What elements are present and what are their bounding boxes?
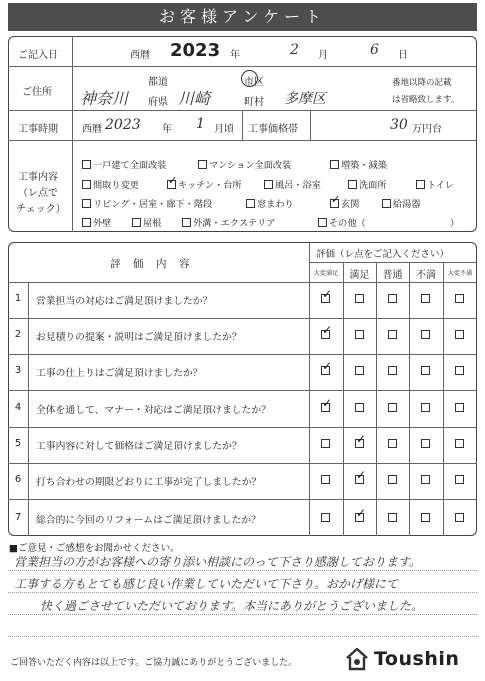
price-range-label: 工事価格帯 xyxy=(248,124,298,135)
option-exterior-wall[interactable]: 外壁 xyxy=(82,215,111,229)
work-period-month-unit: 月頃 xyxy=(214,124,234,135)
q7-rating-neutral[interactable] xyxy=(388,513,397,522)
q6-rating-very-satisfied[interactable] xyxy=(321,475,330,484)
question-number: 5 xyxy=(14,438,22,449)
question-number: 4 xyxy=(14,402,22,413)
q3-rating-very-satisfied[interactable] xyxy=(321,366,330,375)
col-dissatisfied: 不満 xyxy=(416,270,436,281)
checkbox-bath[interactable] xyxy=(264,180,273,189)
comment-line-2: 工事する方もとても感じ良い作業していただいて下さり。おかげ様にて xyxy=(14,577,399,591)
work-content-label-1: 工事内容 xyxy=(18,172,58,183)
checkbox-toilet[interactable] xyxy=(416,180,425,189)
option-whole-house[interactable]: 一戸建て全面改装 xyxy=(82,157,167,171)
address-prefecture: 神奈川 xyxy=(80,89,129,108)
q1-rating-dissatisfied[interactable] xyxy=(421,294,430,303)
question-number: 1 xyxy=(14,293,22,304)
question-number: 7 xyxy=(14,512,22,523)
question-text: 工事内容に対して価格はご満足頂けましたか？ xyxy=(36,441,242,452)
q3-rating-satisfied[interactable] xyxy=(355,366,364,375)
entry-date-year-unit: 年 xyxy=(230,50,240,61)
address-city: 川崎 xyxy=(178,89,211,108)
brand-name: Toushin xyxy=(374,648,460,670)
work-period-era: 西暦 xyxy=(82,124,102,135)
question-text: お見積りの提案・説明はご満足頂けましたか？ xyxy=(36,332,242,343)
question-text: 工事の仕上りはご満足頂けましたか？ xyxy=(36,368,203,379)
option-layout[interactable]: 間取り変更 xyxy=(82,177,139,191)
q3-rating-neutral[interactable] xyxy=(388,366,397,375)
q6-rating-dissatisfied[interactable] xyxy=(421,475,430,484)
address-city-unit-2: 町村 xyxy=(244,97,264,108)
address-city-unit-1: 市区 xyxy=(244,77,264,88)
footer-text: ご回答いただく内容は以上です。ご協力誠にありがとうございました。 xyxy=(10,658,298,668)
option-toilet[interactable]: トイレ xyxy=(416,177,454,191)
option-bath[interactable]: 風呂・浴室 xyxy=(264,177,321,191)
evaluation-table xyxy=(8,242,477,536)
q5-rating-very-dissatisfied[interactable] xyxy=(455,439,464,448)
option-living[interactable]: リビング・居室・廊下・階段 xyxy=(82,196,212,210)
question-number: 3 xyxy=(14,365,22,376)
col-very-dissatisfied: 大変不満 xyxy=(447,270,473,277)
option-entrance[interactable]: ✓ 玄関 xyxy=(330,196,359,210)
price-range-value: 30 xyxy=(390,117,408,133)
work-period-year-unit: 年 xyxy=(162,124,172,135)
address-note-2: は省略致します。 xyxy=(392,95,460,105)
comment-line-3: 快く過ごさせていただいております。本当にありがとうございました。 xyxy=(40,599,424,613)
comments-label: ■ご意見・ご感想をお聞かせください。 xyxy=(9,543,180,554)
address-note-1: 番地以降の記載 xyxy=(392,78,452,88)
q6-rating-satisfied[interactable] xyxy=(355,475,364,484)
survey-title: お客様アンケート xyxy=(8,3,477,31)
checkbox-entrance[interactable] xyxy=(330,199,339,208)
entry-date-month-unit: 月 xyxy=(318,50,328,61)
q2-rating-very-dissatisfied[interactable] xyxy=(455,330,464,339)
house-logo-icon xyxy=(344,646,370,672)
entry-date-day-unit: 日 xyxy=(398,50,408,61)
checkbox-exterior-wall[interactable] xyxy=(82,218,91,227)
q5-rating-neutral[interactable] xyxy=(388,439,397,448)
address-label: ご住所 xyxy=(22,87,52,98)
work-period-label: 工事時期 xyxy=(18,124,58,135)
q1-rating-very-dissatisfied[interactable] xyxy=(455,294,464,303)
work-period-month: 1 xyxy=(196,116,205,132)
option-mansion[interactable]: マンション全面改装 xyxy=(198,157,291,171)
q1-rating-very-satisfied[interactable] xyxy=(321,294,330,303)
q4-rating-neutral[interactable] xyxy=(388,403,397,412)
q6-rating-neutral[interactable] xyxy=(388,475,397,484)
entry-date-label: ご記入日 xyxy=(18,50,58,61)
q4-rating-very-dissatisfied[interactable] xyxy=(455,403,464,412)
q4-rating-satisfied[interactable] xyxy=(355,403,364,412)
q6-rating-very-dissatisfied[interactable] xyxy=(455,475,464,484)
address-pref-unit-1: 都道 xyxy=(148,77,168,88)
q4-rating-very-satisfied[interactable] xyxy=(321,403,330,412)
question-text: 総合的に今回のリフォームはご満足頂けましたか？ xyxy=(36,515,261,526)
checkbox-living[interactable] xyxy=(82,199,91,208)
q3-rating-very-dissatisfied[interactable] xyxy=(455,366,464,375)
q7-rating-very-dissatisfied[interactable] xyxy=(455,513,464,522)
checkbox-whole-house[interactable] xyxy=(82,160,91,169)
col-satisfied: 満足 xyxy=(349,270,370,281)
question-number: 6 xyxy=(14,474,22,485)
option-water-heater[interactable]: 給湯器 xyxy=(382,196,421,210)
q7-rating-dissatisfied[interactable] xyxy=(421,513,430,522)
option-extension[interactable]: 増築・減築 xyxy=(330,157,387,171)
entry-date-era: 西暦 xyxy=(130,50,150,61)
q1-rating-neutral[interactable] xyxy=(388,294,397,303)
checkbox-water-heater[interactable] xyxy=(382,199,391,208)
address-pref-unit-2: 府県 xyxy=(148,97,168,108)
q5-rating-dissatisfied[interactable] xyxy=(421,439,430,448)
checkbox-washroom[interactable] xyxy=(348,180,357,189)
checkbox-mansion[interactable] xyxy=(198,160,207,169)
work-content-label-3: チェック） xyxy=(16,204,66,215)
col-very-satisfied: 大変満足 xyxy=(313,270,339,277)
checkbox-other[interactable] xyxy=(318,218,327,227)
question-text: 全体を通して、マナー・対応はご満足頂けましたか？ xyxy=(36,405,271,416)
address-ward: 多摩区 xyxy=(284,91,326,107)
question-number: 2 xyxy=(14,329,22,340)
q2-rating-neutral[interactable] xyxy=(388,330,397,339)
col-neutral: 普通 xyxy=(382,270,403,281)
option-windows[interactable]: 窓まわり xyxy=(246,196,294,210)
question-text: 打ち合わせの期限どおりに工事が完了しましたか？ xyxy=(36,477,262,488)
option-exterior[interactable]: 外溝・エクステリア xyxy=(182,215,275,229)
checkbox-windows[interactable] xyxy=(246,199,255,208)
option-other-close: ） xyxy=(450,218,460,229)
comment-line-1: 営業担当の方がお客様への寄り添い相談にのって下さり感謝しております。 xyxy=(14,555,421,569)
q5-rating-very-satisfied[interactable] xyxy=(321,439,330,448)
q2-rating-dissatisfied[interactable] xyxy=(421,330,430,339)
entry-date-day: 6 xyxy=(370,42,379,58)
q3-rating-dissatisfied[interactable] xyxy=(421,366,430,375)
option-kitchen[interactable]: ✓ キッチン・台所 xyxy=(167,177,242,191)
evaluation-header: 評 価 内 容 xyxy=(110,258,191,270)
checkbox-kitchen[interactable] xyxy=(167,180,176,189)
price-range-unit: 万円台 xyxy=(412,124,442,135)
q5-rating-satisfied[interactable] xyxy=(355,439,364,448)
q2-rating-satisfied[interactable] xyxy=(355,330,364,339)
work-period-year: 2023 xyxy=(105,117,141,133)
checkbox-roof[interactable] xyxy=(132,218,141,227)
entry-date-month: 2 xyxy=(290,42,299,58)
rating-header: 評価（レ点をご記入ください） xyxy=(316,249,450,260)
question-text: 営業担当の対応はご満足頂けましたか？ xyxy=(36,296,213,307)
checkbox-extension[interactable] xyxy=(330,160,339,169)
option-roof[interactable]: 屋根 xyxy=(132,215,161,229)
checkbox-layout[interactable] xyxy=(82,180,91,189)
q7-rating-satisfied[interactable] xyxy=(355,513,364,522)
q7-rating-very-satisfied[interactable] xyxy=(321,513,330,522)
checkbox-exterior[interactable] xyxy=(182,218,191,227)
q2-rating-very-satisfied[interactable] xyxy=(321,330,330,339)
q4-rating-dissatisfied[interactable] xyxy=(421,403,430,412)
work-content-label-2: （レ点で xyxy=(18,188,58,199)
city-circle-mark xyxy=(241,70,258,87)
entry-date-year: 2023 xyxy=(170,40,221,61)
option-washroom[interactable]: 洗面所 xyxy=(348,177,387,191)
q1-rating-satisfied[interactable] xyxy=(355,294,364,303)
option-other[interactable]: その他（ xyxy=(318,215,366,229)
